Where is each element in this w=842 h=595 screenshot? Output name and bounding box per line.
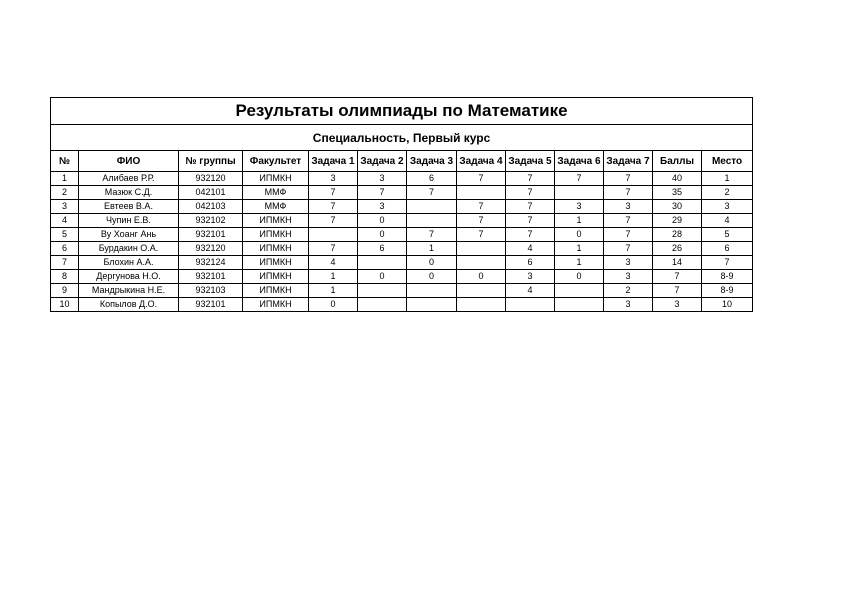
- cell-name: Мазюк С.Д.: [79, 186, 179, 200]
- column-header-place: Место: [702, 151, 753, 172]
- cell-task-1: 4: [309, 256, 358, 270]
- cell-task-6: 0: [555, 270, 604, 284]
- table-row: [51, 284, 753, 298]
- cell-task-2: [358, 256, 407, 270]
- cell-task-7: 7: [604, 228, 653, 242]
- cell-place: 8-9: [702, 284, 753, 298]
- cell-task-7: 3: [604, 270, 653, 284]
- cell-name: Чупин Е.В.: [79, 214, 179, 228]
- cell-place: 3: [702, 200, 753, 214]
- column-header-task-5: Задача 5: [506, 151, 555, 172]
- cell-task-4: 7: [457, 214, 506, 228]
- cell-task-1: 1: [309, 284, 358, 298]
- cell-number: 10: [51, 298, 79, 312]
- cell-task-5: 3: [506, 270, 555, 284]
- cell-place: 2: [702, 186, 753, 200]
- cell-task-7: 2: [604, 284, 653, 298]
- cell-task-6: [555, 186, 604, 200]
- cell-task-3: 1: [407, 242, 457, 256]
- column-header-number: №: [51, 151, 79, 172]
- cell-task-3: [407, 214, 457, 228]
- cell-number: 7: [51, 256, 79, 270]
- column-header-task-1: Задача 1: [309, 151, 358, 172]
- cell-task-6: 0: [555, 228, 604, 242]
- cell-score: 3: [653, 298, 702, 312]
- cell-task-6: 1: [555, 256, 604, 270]
- cell-faculty: ИПМКН: [243, 172, 309, 186]
- cell-task-4: 7: [457, 200, 506, 214]
- cell-task-5: 7: [506, 200, 555, 214]
- cell-group: 932120: [179, 172, 243, 186]
- cell-group: 042101: [179, 186, 243, 200]
- table-row: [51, 214, 753, 228]
- cell-task-3: 7: [407, 186, 457, 200]
- cell-score: 7: [653, 284, 702, 298]
- cell-place: 10: [702, 298, 753, 312]
- cell-task-6: 1: [555, 242, 604, 256]
- cell-task-6: 7: [555, 172, 604, 186]
- column-header-name: ФИО: [79, 151, 179, 172]
- cell-task-2: 0: [358, 214, 407, 228]
- cell-task-3: 0: [407, 270, 457, 284]
- cell-task-5: 6: [506, 256, 555, 270]
- cell-task-2: 7: [358, 186, 407, 200]
- cell-task-1: 7: [309, 214, 358, 228]
- cell-task-3: 6: [407, 172, 457, 186]
- cell-faculty: ИПМКН: [243, 256, 309, 270]
- cell-task-5: 4: [506, 242, 555, 256]
- cell-task-3: [407, 298, 457, 312]
- cell-faculty: ИПМКН: [243, 298, 309, 312]
- page-title: Результаты олимпиады по Математике: [51, 98, 753, 125]
- cell-group: 932101: [179, 270, 243, 284]
- table-row: [51, 200, 753, 214]
- table-row: [51, 256, 753, 270]
- cell-number: 5: [51, 228, 79, 242]
- cell-task-4: [457, 298, 506, 312]
- cell-group: 042103: [179, 200, 243, 214]
- cell-name: Дергунова Н.О.: [79, 270, 179, 284]
- cell-name: Евтеев В.А.: [79, 200, 179, 214]
- cell-task-7: 3: [604, 256, 653, 270]
- cell-task-7: 7: [604, 214, 653, 228]
- cell-task-6: [555, 298, 604, 312]
- table-row: [51, 270, 753, 284]
- cell-name: Копылов Д.О.: [79, 298, 179, 312]
- column-header-score: Баллы: [653, 151, 702, 172]
- cell-task-4: [457, 256, 506, 270]
- cell-task-1: 7: [309, 186, 358, 200]
- cell-task-4: 0: [457, 270, 506, 284]
- cell-score: 29: [653, 214, 702, 228]
- cell-group: 932103: [179, 284, 243, 298]
- column-header-group: № группы: [179, 151, 243, 172]
- cell-task-3: [407, 200, 457, 214]
- cell-number: 4: [51, 214, 79, 228]
- cell-task-1: 0: [309, 298, 358, 312]
- cell-task-5: 7: [506, 214, 555, 228]
- cell-score: 40: [653, 172, 702, 186]
- cell-name: Бурдакин О.А.: [79, 242, 179, 256]
- cell-task-4: [457, 242, 506, 256]
- cell-group: 932102: [179, 214, 243, 228]
- cell-place: 7: [702, 256, 753, 270]
- cell-task-4: 7: [457, 228, 506, 242]
- cell-task-1: 3: [309, 172, 358, 186]
- page-subtitle: Специальность, Первый курс: [51, 125, 753, 151]
- cell-task-5: 7: [506, 228, 555, 242]
- results-table: [50, 97, 753, 312]
- cell-name: Алибаев Р.Р.: [79, 172, 179, 186]
- cell-place: 8-9: [702, 270, 753, 284]
- cell-task-1: [309, 228, 358, 242]
- cell-task-2: 0: [358, 228, 407, 242]
- column-header-row: [51, 151, 753, 172]
- column-header-task-7: Задача 7: [604, 151, 653, 172]
- cell-group: 932101: [179, 228, 243, 242]
- cell-task-4: 7: [457, 172, 506, 186]
- column-header-task-6: Задача 6: [555, 151, 604, 172]
- cell-task-7: 3: [604, 200, 653, 214]
- table-row: [51, 172, 753, 186]
- table-row: [51, 242, 753, 256]
- cell-name: Блохин А.А.: [79, 256, 179, 270]
- cell-task-2: [358, 284, 407, 298]
- cell-task-7: 3: [604, 298, 653, 312]
- table-row: [51, 186, 753, 200]
- cell-number: 2: [51, 186, 79, 200]
- cell-faculty: ИПМКН: [243, 242, 309, 256]
- cell-task-6: [555, 284, 604, 298]
- cell-task-7: 7: [604, 172, 653, 186]
- cell-task-1: 7: [309, 200, 358, 214]
- cell-place: 6: [702, 242, 753, 256]
- table-row: [51, 228, 753, 242]
- cell-score: 35: [653, 186, 702, 200]
- cell-place: 1: [702, 172, 753, 186]
- cell-task-5: 7: [506, 172, 555, 186]
- cell-place: 5: [702, 228, 753, 242]
- cell-name: Ву Хоанг Ань: [79, 228, 179, 242]
- cell-faculty: ИПМКН: [243, 270, 309, 284]
- cell-group: 932101: [179, 298, 243, 312]
- cell-task-2: 3: [358, 172, 407, 186]
- table-body: [51, 172, 753, 312]
- cell-faculty: ИПМКН: [243, 214, 309, 228]
- cell-score: 7: [653, 270, 702, 284]
- cell-task-3: 7: [407, 228, 457, 242]
- cell-group: 932120: [179, 242, 243, 256]
- cell-task-1: 7: [309, 242, 358, 256]
- cell-task-2: 0: [358, 270, 407, 284]
- column-header-task-4: Задача 4: [457, 151, 506, 172]
- cell-task-4: [457, 284, 506, 298]
- cell-task-4: [457, 186, 506, 200]
- cell-task-5: 7: [506, 186, 555, 200]
- column-header-task-2: Задача 2: [358, 151, 407, 172]
- cell-task-3: 0: [407, 256, 457, 270]
- cell-score: 28: [653, 228, 702, 242]
- cell-number: 8: [51, 270, 79, 284]
- column-header-task-3: Задача 3: [407, 151, 457, 172]
- cell-task-5: 4: [506, 284, 555, 298]
- cell-score: 26: [653, 242, 702, 256]
- cell-number: 3: [51, 200, 79, 214]
- cell-task-2: 3: [358, 200, 407, 214]
- cell-score: 30: [653, 200, 702, 214]
- cell-number: 6: [51, 242, 79, 256]
- cell-number: 1: [51, 172, 79, 186]
- table-row: [51, 298, 753, 312]
- column-header-faculty: Факультет: [243, 151, 309, 172]
- cell-group: 932124: [179, 256, 243, 270]
- cell-task-5: [506, 298, 555, 312]
- cell-task-1: 1: [309, 270, 358, 284]
- cell-task-3: [407, 284, 457, 298]
- cell-task-7: 7: [604, 186, 653, 200]
- cell-number: 9: [51, 284, 79, 298]
- cell-faculty: ММФ: [243, 186, 309, 200]
- cell-place: 4: [702, 214, 753, 228]
- cell-task-2: [358, 298, 407, 312]
- cell-faculty: ММФ: [243, 200, 309, 214]
- cell-task-2: 6: [358, 242, 407, 256]
- cell-faculty: ИПМКН: [243, 228, 309, 242]
- cell-task-7: 7: [604, 242, 653, 256]
- cell-score: 14: [653, 256, 702, 270]
- cell-name: Мандрыкина Н.Е.: [79, 284, 179, 298]
- cell-task-6: 3: [555, 200, 604, 214]
- cell-task-6: 1: [555, 214, 604, 228]
- cell-faculty: ИПМКН: [243, 284, 309, 298]
